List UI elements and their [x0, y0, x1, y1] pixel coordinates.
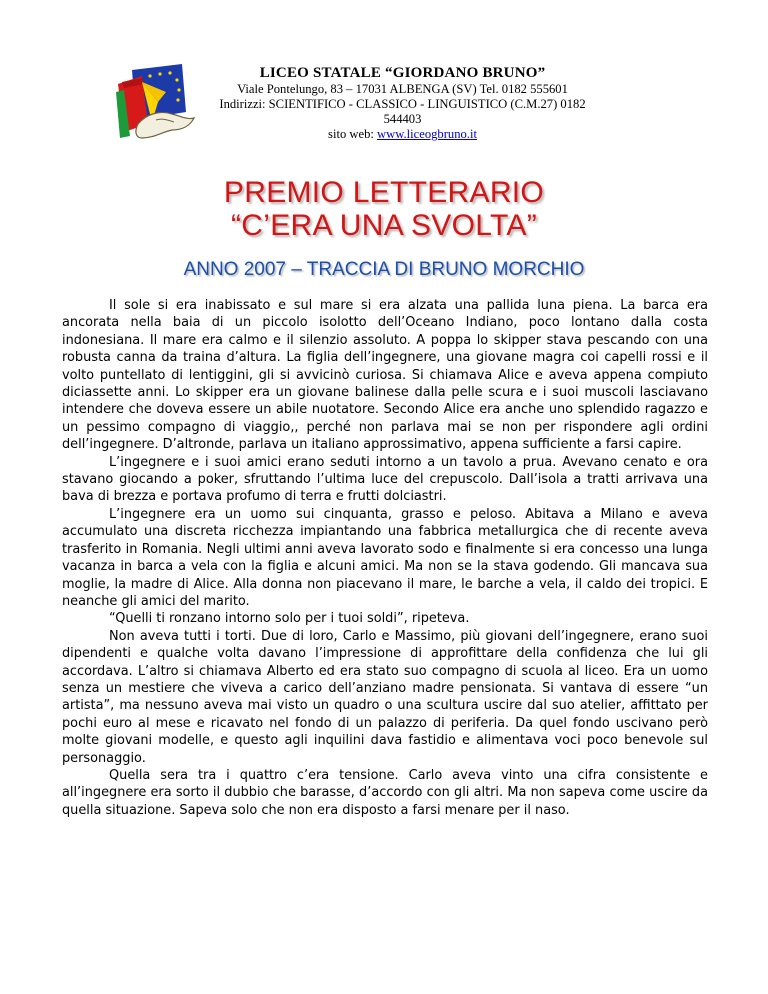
award-title: PREMIO LETTERARIO — [223, 176, 545, 209]
story-paragraph: Quella sera tra i quattro c’era tensione. Carlo aveva vinto una cifra consistente e all’ingegnere era sorto il dubbio che barasse, d’accordo con gli altri. Ma non sapeva come uscire da quella situazione. Sapeva solo che non era disposto a farsi menare per il naso. — [62, 767, 708, 818]
award-subtitle: “C’ERA UNA SVOLTA” — [230, 209, 537, 242]
story-paragraph: L’ingegnere era un uomo sui cinquanta, grasso e peloso. Abitava a Milano e aveva accumulato una discreta ricchezza impiantando una fabbrica metallurgica che di recente aveva trasferito in Romania. Negli ultimi anni aveva lavorato sodo e finalmente si era concesso una lunga vacanza in barca a vela con la figlia e alcuni amici. Ma non se la stava godendo. Gli mancava sua moglie, la madre di Alice. Alla donna non piacevano il mare, le barche a vela, il caldo dei tropici. E neanche gli amici del marito. — [62, 506, 708, 609]
website-link[interactable]: www.liceogbruno.it — [377, 127, 477, 141]
website-label: sito web: — [328, 127, 378, 141]
story-paragraph: L’ingegnere e i suoi amici erano seduti intorno a un tavolo a prua. Avevano cenato e ora stavano giocando a poker, sfruttando l’ultima luce del crepuscolo. Dall’isola a tratti arrivava una bava di brezza e portava profumo di terra e frutti dolciastri. — [62, 454, 708, 505]
story-paragraph: “Quelli ti ronzano intorno solo per i tuoi soldi”, ripeteva. — [109, 611, 470, 627]
school-logo — [112, 62, 198, 144]
school-website — [205, 127, 600, 142]
letterhead — [205, 64, 600, 142]
school-address: Viale Pontelungo, 83 – 17031 ALBENGA (SV) Tel. 0182 555601 — [237, 82, 568, 96]
year-and-author: ANNO 2007 – TRACCIA DI BRUNO MORCHIO — [183, 259, 585, 280]
story-text — [62, 297, 708, 819]
story-paragraph: Non aveva tutti i torti. Due di loro, Carlo e Massimo, più giovani dell’ingegnere, erano suoi dipendenti e qualche volta davano l’impressione di approfittare della confidenza che lui gli accordava. L’altro si chiamava Alberto ed era stato suo compagno di scuola al liceo. Era un uomo senza un mestiere che viveva a carico dell’anziano madre pensionata. Si vantava di essere “un artista”, ma nessuno aveva mai visto un quadro o una scultura uscire dal suo atelier, affittato per pochi euro al mese e ricavato nel fondo di un palazzo di periferia. Da quel fondo uscivano però molte giovani modelle, e questo agli inquilini dava fastidio e alimentava voci poco benevole sul personaggio. — [62, 628, 708, 766]
school-name: LICEO STATALE “GIORDANO BRUNO” — [259, 65, 546, 81]
story-paragraph: Il sole si era inabissato e sul mare si era alzata una pallida luna piena. La barca era ancorata nella baia di un piccolo isolotto dell’Oceano Indiano, poco lontano dalla costa indonesiana. Il mare era calmo e il silenzio assoluto. A poppa lo skipper stava pescando con una robusta canna da traina d’altura. La figlia dell’ingegnere, una giovane magra coi capelli rossi e il volto puntellato di lentiggini, gli si avvicinò curiosa. Si chiamava Alice e aveva appena compiuto diciassette anni. Lo skipper era un giovane balinese dalla pelle scura e i suoi muscoli lasciavano intendere che doveva essere un abile nuotatore. Secondo Alice era anche uno splendido ragazzo e un pessimo compagno di viaggio,, perché non parlava mai se non per rispondere agli ordini dell’ingegnere. D’altronde, parlava un italiano approssimativo, appena sufficiente a farsi capire. — [62, 298, 708, 453]
school-tracks: Indirizzi: SCIENTIFICO - CLASSICO - LINGUISTICO (C.M.27) 0182 544403 — [219, 97, 586, 126]
